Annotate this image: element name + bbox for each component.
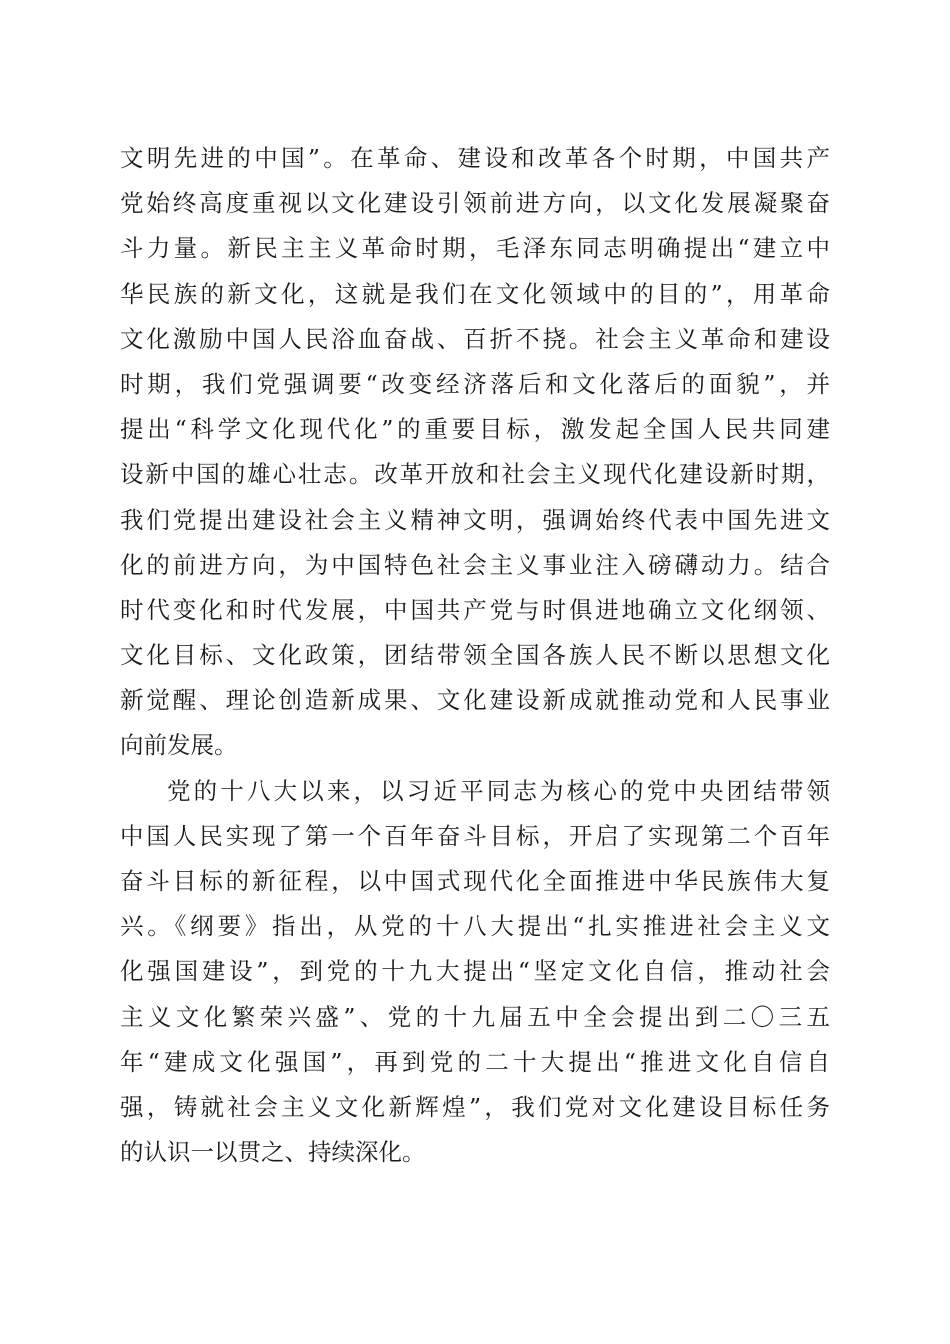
text-line: 华民族的新文化，这就是我们在文化领域中的目的”，用革命: [120, 279, 830, 308]
text-line: 的认识一以贯之、持续深化。: [120, 1138, 426, 1167]
text-line: 兴。《纲要》指出，从党的十八大提出“扎实推进社会主义文: [120, 912, 830, 941]
text-line: 党的十八大以来，以习近平同志为核心的党中央团结带领: [167, 776, 830, 805]
text-line: 中国人民实现了第一个百年奋斗目标，开启了实现第二个百年: [120, 821, 830, 850]
body-text: [120, 136, 830, 1175]
text-line: 化的前进方向，为中国特色社会主义事业注入磅礴动力。结合: [120, 550, 830, 579]
paragraph-2: [120, 769, 830, 1176]
text-line: 设新中国的雄心壮志。改革开放和社会主义现代化建设新时期，: [120, 460, 830, 489]
text-line: 提出“科学文化现代化”的重要目标，激发起全国人民共同建: [120, 415, 830, 444]
text-line: 化强国建设”，到党的十九大提出“坚定文化自信，推动社会: [120, 957, 830, 986]
text-line: 时代变化和时代发展，中国共产党与时俱进地确立文化纲领、: [120, 595, 830, 624]
text-line: 奋斗目标的新征程，以中国式现代化全面推进中华民族伟大复: [120, 867, 830, 895]
text-line: 斗力量。新民主主义革命时期，毛泽东同志明确提出“建立中: [120, 234, 830, 263]
text-line: 文明先进的中国”。在革命、建设和改革各个时期，中国共产: [120, 144, 830, 172]
paragraph-1: [120, 136, 830, 769]
text-line: 文化激励中国人民浴血奋战、百折不挠。社会主义革命和建设: [120, 324, 830, 353]
text-line: 我们党提出建设社会主义精神文明，强调始终代表中国先进文: [120, 505, 830, 534]
text-line: 时期，我们党强调要“改变经济落后和文化落后的面貌”，并: [120, 369, 830, 398]
text-line: 文化目标、文化政策，团结带领全国各族人民不断以思想文化: [120, 641, 830, 670]
text-line: 向前发展。: [120, 731, 238, 760]
text-line: 强，铸就社会主义文化新辉煌”，我们党对文化建设目标任务: [120, 1092, 830, 1121]
text-line: 年“建成文化强国”，再到党的二十大提出“推进文化自信自: [120, 1047, 830, 1076]
text-line: 主义文化繁荣兴盛”、党的十九届五中全会提出到二〇三五: [120, 1002, 830, 1031]
text-line: 新觉醒、理论创造新成果、文化建设新成就推动党和人民事业: [120, 686, 830, 715]
text-line: 党始终高度重视以文化建设引领前进方向，以文化发展凝聚奋: [120, 189, 830, 218]
